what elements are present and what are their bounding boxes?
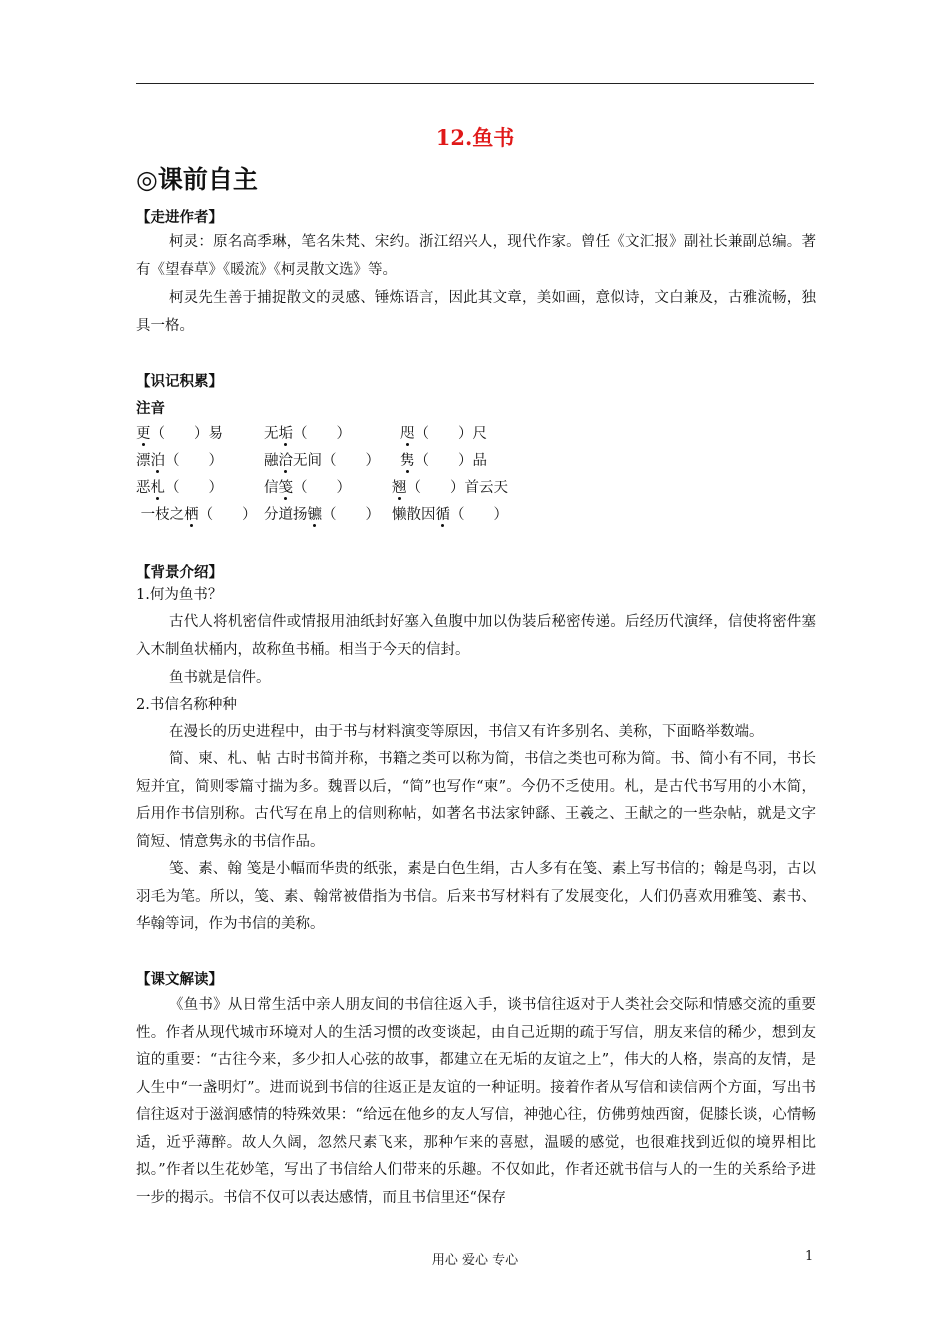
bg-paragraph-4: 简、柬、札、帖 古时书简并称，书籍之类可以称为简，书信之类也可称为简。书、简小有不同，书长短并宜，简则零篇寸揣为多。魏晋以后，“简”也写作“柬”。今仍不乏使用。札，是古代书写用的小木简，后用作书信别称。古代写在帛上的信则称帖，如著名书法家钟繇、王羲之、王献之的一些杂帖，就是文字简短、情意隽永的书信作品。: [136, 751, 816, 850]
zhuyin-label: 注音: [136, 401, 165, 417]
subsection-reading: 【课文解读】: [136, 972, 223, 988]
zhuyin-item: 咫（ ）尺: [400, 426, 487, 442]
bg-paragraph-2: 鱼书就是信件。: [169, 670, 271, 686]
author-paragraph-2: 柯灵先生善于捕捉散文的灵感、锤炼语言，因此其文章，美如画，意似诗，文白兼及，古雅流畅，独具一格。: [136, 290, 816, 334]
section-heading: ◎课前自主: [136, 165, 258, 194]
bg-paragraph-5: 笺、素、翰 笺是小幅而华贵的纸张，素是白色生绢，古人多有在笺、素上写书信的；翰是鸟羽，古以羽毛为笔。所以，笺、素、翰常被借指为书信。后来书写材料有了发展变化，人们仍喜欢用雅笺、素书、华翰等词，作为书信的美称。: [136, 861, 816, 932]
header-rule: [136, 83, 814, 84]
bg-paragraph-3: 在漫长的历史进程中，由于书与材料演变等原因，书信又有许多别名、美称，下面略举数端。: [169, 724, 764, 740]
subsection-background: 【背景介绍】: [136, 565, 223, 581]
page-footer: 用心 爱心 专心: [431, 1253, 519, 1268]
zhuyin-item: 漂泊（ ）: [136, 453, 223, 469]
subsection-author: 【走进作者】: [136, 210, 223, 226]
zhuyin-item: 融洽无间（ ）: [264, 453, 380, 469]
zhuyin-item: 懒散因循（ ）: [392, 507, 508, 523]
zhuyin-item: 恶札（ ）: [136, 480, 223, 496]
zhuyin-item: 更（ ）易: [136, 426, 223, 442]
zhuyin-item: 翘（ ）首云天: [392, 480, 508, 496]
bg-question-2: 2.书信名称种种: [136, 697, 237, 713]
bg-paragraph-1: 古代人将机密信件或情报用油纸封好塞入鱼腹中加以伪装后秘密传递。后经历代演绎，信使将密件塞入木制鱼状桶内，故称鱼书桶。相当于今天的信封。: [136, 614, 816, 658]
zhuyin-item: 信笺（ ）: [264, 480, 351, 496]
page-number: 1: [805, 1249, 814, 1264]
zhuyin-item: 分道扬镳（ ）: [264, 507, 380, 523]
zhuyin-item: 隽（ ）品: [400, 453, 487, 469]
zhuyin-item: 一枝之栖（ ）: [136, 507, 257, 523]
reading-paragraph: 《鱼书》从日常生活中亲人朋友间的书信往返入手，谈书信往返对于人类社会交际和情感交流的重要性。作者从现代城市环境对人的生活习惯的改变谈起，由自己近期的疏于写信，朋友来信的稀少，想到友谊的重要：“古往今来，多少扣人心弦的故事，都建立在无垢的友谊之上”，伟大的人格，崇高的友情，是人生中“一盏明灯”。进而说到书信的往返正是友谊的一种证明。接着作者从写信和读信两个方面，写出书信往返对于滋润感情的特殊效果：“给远在他乡的友人写信，神弛心往，仿佛剪烛西窗，促膝长谈，心情畅适，近乎薄醉。故人久阔，忽然尺素飞来，那种乍来的喜慰，温暖的感觉，也很难找到近似的境界相比拟。”作者以生花妙笔，写出了书信给人们带来的乐趣。不仅如此，作者还就书信与人的一生的关系给予进一步的揭示。书信不仅可以表达感情，而且书信里还“保存: [136, 997, 816, 1206]
lesson-title: 12.鱼书: [435, 125, 515, 150]
author-paragraph-1: 柯灵：原名高季琳，笔名朱梵、宋约。浙江绍兴人，现代作家。曾任《文汇报》副社长兼副总编。著有《望春草》《暖流》《柯灵散文选》等。: [136, 234, 816, 278]
bg-question-1: 1.何为鱼书？: [136, 587, 223, 603]
zhuyin-item: 无垢（ ）: [264, 426, 351, 442]
subsection-vocab: 【识记积累】: [136, 374, 223, 390]
